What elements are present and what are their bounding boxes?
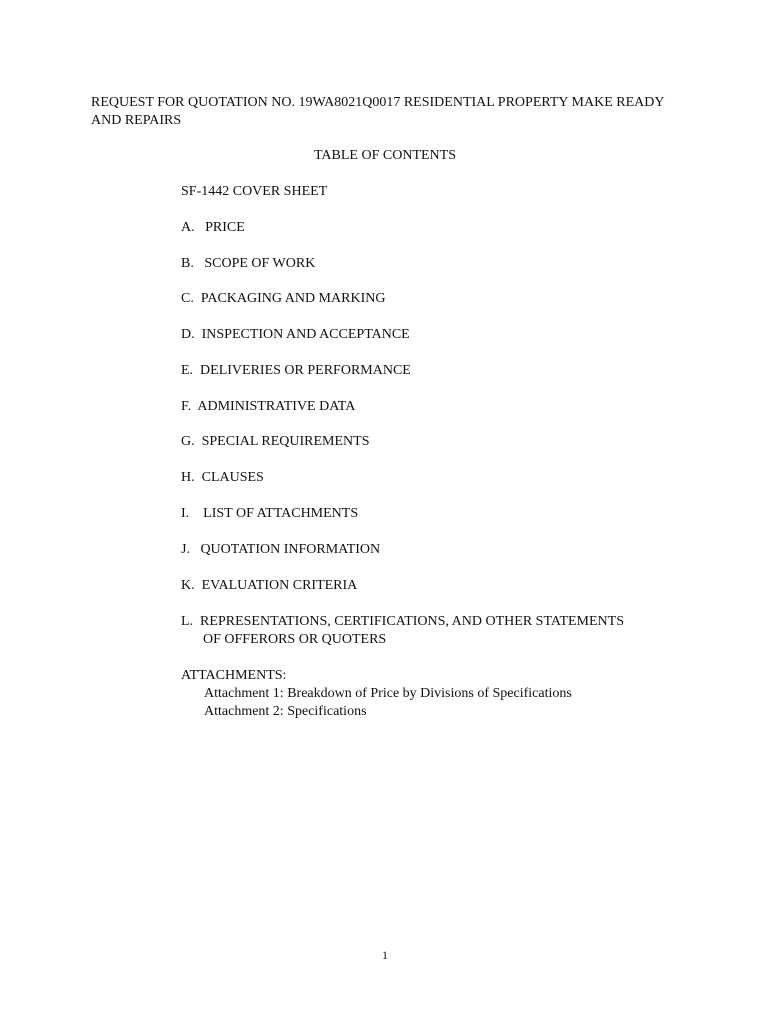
- page-number: 1: [382, 948, 388, 962]
- toc-item-i-list-of-attachments: I. LIST OF ATTACHMENTS: [181, 506, 359, 521]
- toc-item-l-continuation: OF OFFERORS OR QUOTERS: [203, 632, 387, 647]
- toc-item-b-scope-of-work: B. SCOPE OF WORK: [181, 256, 316, 271]
- attachment-1: Attachment 1: Breakdown of Price by Divisions of Specifications: [204, 686, 572, 701]
- toc-item-k-evaluation-criteria: K. EVALUATION CRITERIA: [181, 578, 358, 593]
- toc-item-j-quotation-information: J. QUOTATION INFORMATION: [181, 542, 381, 557]
- toc-item-l-representations: L. REPRESENTATIONS, CERTIFICATIONS, AND OTHER STATEMENTS: [181, 614, 624, 629]
- toc-item-c-packaging-and-marking: C. PACKAGING AND MARKING: [181, 291, 386, 306]
- toc-heading: TABLE OF CONTENTS: [314, 148, 456, 163]
- toc-item-h-clauses: H. CLAUSES: [181, 470, 264, 485]
- toc-item-cover-sheet: SF-1442 COVER SHEET: [181, 184, 328, 199]
- attachment-2: Attachment 2: Specifications: [204, 704, 367, 719]
- toc-item-e-deliveries-or-performance: E. DELIVERIES OR PERFORMANCE: [181, 363, 411, 378]
- toc-item-g-special-requirements: G. SPECIAL REQUIREMENTS: [181, 434, 370, 449]
- document-title: REQUEST FOR QUOTATION NO. 19WA8021Q0017 RESIDENTIAL PROPERTY MAKE READY AND REPAIRS: [91, 95, 664, 128]
- attachments-label: ATTACHMENTS:: [181, 668, 287, 683]
- toc-item-d-inspection-and-acceptance: D. INSPECTION AND ACCEPTANCE: [181, 327, 410, 342]
- toc-item-a-price: A. PRICE: [181, 220, 245, 235]
- toc-item-f-administrative-data: F. ADMINISTRATIVE DATA: [181, 399, 356, 414]
